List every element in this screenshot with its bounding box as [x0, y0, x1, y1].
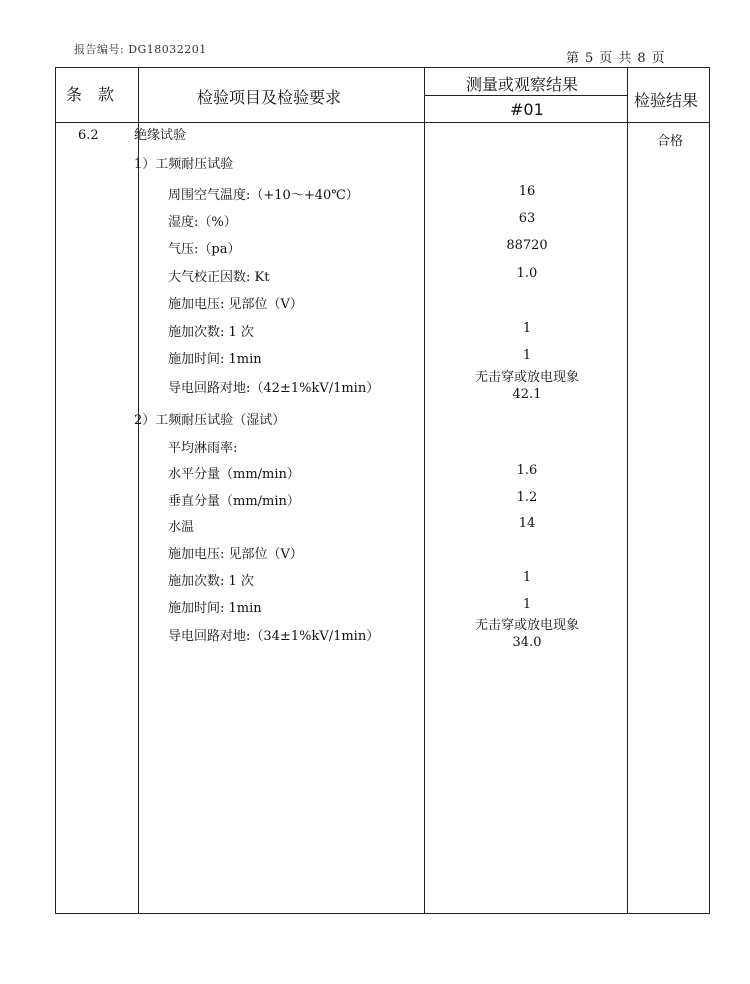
test-item-value: 1: [522, 321, 532, 336]
test-item-label: 导电回路对地:（34±1%kV/1min）: [168, 629, 380, 644]
divider-clause: [138, 68, 139, 913]
test-item-value: 1: [522, 348, 532, 363]
test-item-label: 施加电压: 见部位（V）: [168, 547, 303, 562]
test-item-value: 无击穿或放电现象: [474, 618, 579, 633]
divider-measure: [627, 68, 628, 913]
header-measure: 测量或观察结果: [466, 75, 579, 94]
header-split-line: [424, 95, 627, 96]
test-item-label: 施加电压: 见部位（V）: [168, 297, 303, 312]
divider-item: [424, 68, 425, 913]
test-item-reading: 42.1: [512, 387, 542, 402]
test-item-label: 平均淋雨率:: [168, 441, 238, 456]
page-number: 5: [585, 51, 594, 66]
header-sample: #01: [510, 100, 544, 119]
test-item-label: 施加时间: 1min: [168, 601, 262, 616]
page-label-d: 页: [651, 51, 665, 66]
header-bottom-line: [56, 122, 709, 123]
test-item-label: 垂直分量（mm/min）: [168, 494, 300, 509]
header-clause: 条 款: [66, 85, 115, 104]
header-item: 检验项目及检验要求: [197, 88, 342, 107]
test-item-value: 无击穿或放电现象: [474, 370, 579, 385]
result-verdict: 合格: [657, 134, 684, 149]
test-item-value: 63: [518, 211, 536, 226]
test-item-label: 大气校正因数: Kt: [168, 270, 270, 285]
test-title: 绝缘试验: [134, 128, 187, 143]
test-item-value: 16: [518, 184, 536, 199]
test-item-value: 88720: [506, 238, 548, 253]
test-item-value: 1.0: [516, 266, 538, 281]
test-item-label: 施加次数: 1 次: [168, 325, 254, 340]
test-item-value: 1.6: [516, 463, 538, 478]
test-item-label: 施加时间: 1min: [168, 352, 262, 367]
test-item-label: 气压:（pa）: [168, 242, 241, 257]
test-item-value: 1: [522, 570, 532, 585]
section-2-title: 2）工频耐压试验（湿试）: [134, 413, 286, 428]
clause-number: 6.2: [78, 128, 99, 143]
test-item-label: 施加次数: 1 次: [168, 574, 254, 589]
report-number: 报告编号: DG18032201: [74, 43, 207, 56]
test-item-label: 水温: [168, 520, 195, 535]
page-total: 8: [637, 51, 646, 66]
page-label-a: 第: [566, 51, 580, 66]
test-item-reading: 34.0: [512, 635, 542, 650]
test-item-label: 水平分量（mm/min）: [168, 467, 300, 482]
page-label-b: 页: [599, 51, 613, 66]
test-item-value: 14: [518, 516, 536, 531]
test-item-label: 湿度:（%）: [168, 215, 237, 230]
page-indicator: [566, 47, 671, 66]
test-item-label: 周围空气温度:（+10～+40℃）: [168, 188, 359, 203]
test-item-value: 1.2: [516, 490, 538, 505]
page-label-c: 共: [618, 51, 632, 66]
header-result: 检验结果: [634, 91, 699, 110]
section-1-title: 1）工频耐压试验: [134, 157, 234, 172]
test-item-value: 1: [522, 597, 532, 612]
test-item-label: 导电回路对地:（42±1%kV/1min）: [168, 381, 380, 396]
